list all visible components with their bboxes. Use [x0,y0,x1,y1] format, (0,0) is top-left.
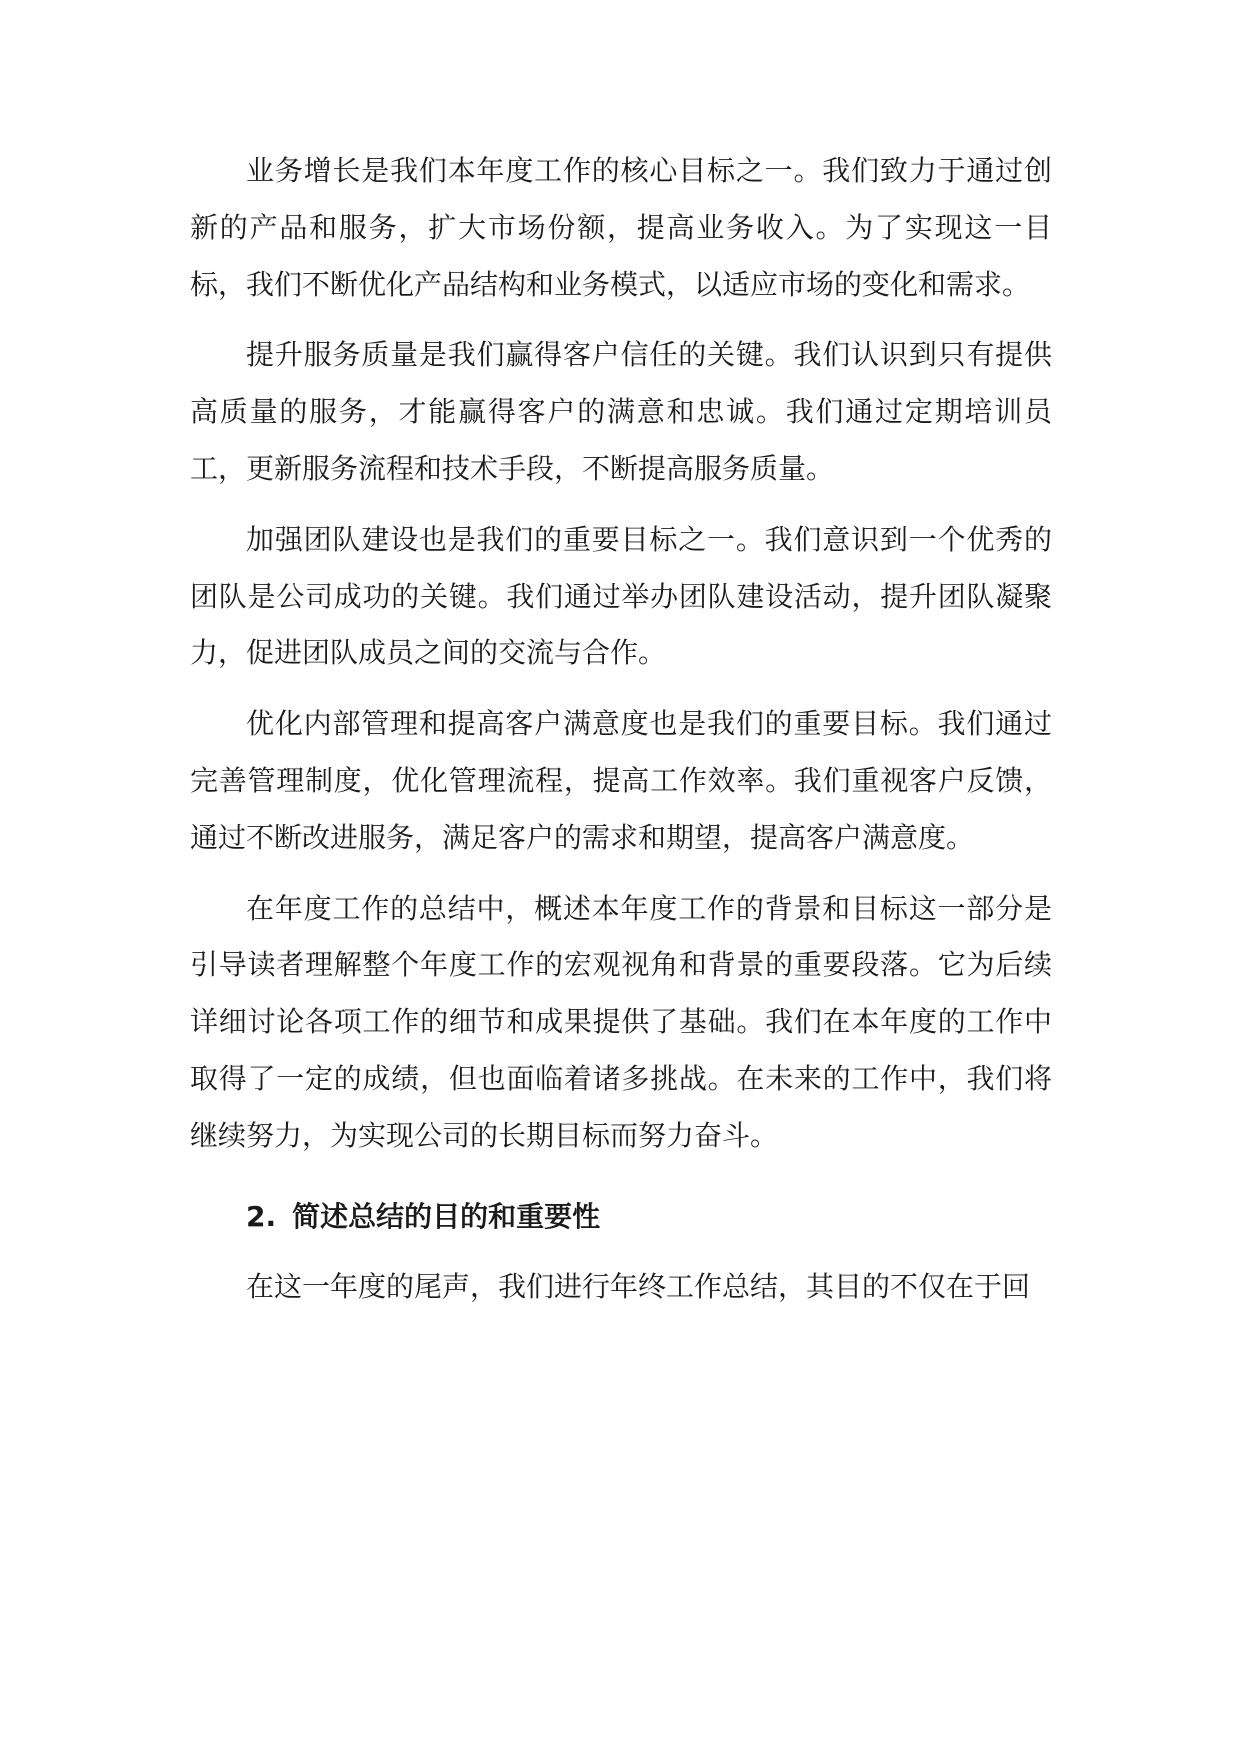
paragraph-service-quality: 提升服务质量是我们赢得客户信任的关键。我们认识到只有提供高质量的服务，才能赢得客户的满意和忠诚。我们通过定期培训员工，更新服务流程和技术手段，不断提高服务质量。 [190,338,1052,485]
paragraph-team-building: 加强团队建设也是我们的重要目标之一。我们意识到一个优秀的团队是公司成功的关键。我们通过举办团队建设活动，提升团队凝聚力，促进团队成员之间的交流与合作。 [190,522,1052,670]
paragraph-section-intro: 在这一年度的尾声，我们进行年终工作总结，其目的不仅在于回 [246,1269,1031,1303]
section-heading [190,1189,1052,1245]
paragraph-business-growth: 业务增长是我们本年度工作的核心目标之一。我们致力于通过创新的产品和服务，扩大市场份额，提高业务收入。为了实现这一目标，我们不断优化产品结构和业务模式，以适应市场的变化和需求。 [190,154,1052,301]
paragraph-internal-management: 优化内部管理和提高客户满意度也是我们的重要目标。我们通过完善管理制度，优化管理流程，提高工作效率。我们重视客户反馈，通过不断改进服务，满足客户的需求和期望，提高客户满意度。 [190,707,1052,854]
section-number: 2. [246,1199,277,1233]
paragraph-summary-overview: 在年度工作的总结中，概述本年度工作的背景和目标这一部分是引导读者理解整个年度工作的宏观视角和背景的重要段落。它为后续详细讨论各项工作的细节和成果提供了基础。我们在本年度的工作中取得了一定的成绩，但也面临着诸多挑战。在未来的工作中，我们将继续努力，为实现公司的长期目标而努力奋斗。 [190,891,1052,1152]
section-title: 简述总结的目的和重要性 [292,1199,601,1233]
document-body [190,143,1052,1329]
